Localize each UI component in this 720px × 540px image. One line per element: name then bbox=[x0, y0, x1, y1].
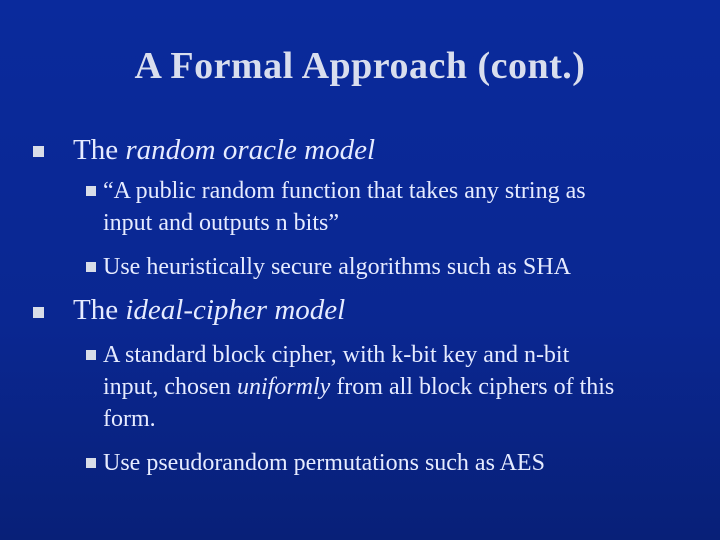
bullet-square-icon bbox=[33, 307, 44, 318]
section-2-term: ideal-cipher model bbox=[125, 294, 346, 326]
bullet-square-icon bbox=[86, 186, 96, 196]
uniformly-emphasis: uniformly bbox=[236, 374, 331, 400]
line-2-pre: input, chosen bbox=[103, 374, 237, 400]
section-2-item-1-line-3: form. bbox=[103, 406, 156, 432]
section-2-item-1-line-2 bbox=[103, 371, 614, 403]
section-2-item-1-line-1: A standard block cipher, with k-bit key and n-bit bbox=[103, 342, 570, 368]
section-1-heading bbox=[73, 134, 375, 167]
section-2-prefix: The bbox=[73, 294, 126, 326]
bullet-square-icon bbox=[86, 350, 96, 360]
line-2-post: from all block ciphers of this bbox=[330, 374, 615, 400]
section-1-item-1-line-1: “A public random function that takes any string as bbox=[103, 178, 586, 204]
section-2-item-2: Use pseudorandom permutations such as AES bbox=[103, 450, 545, 476]
section-1-prefix: The bbox=[73, 134, 126, 166]
bullet-square-icon bbox=[33, 146, 44, 157]
section-1-item-2: Use heuristically secure algorithms such as SHA bbox=[103, 254, 571, 280]
section-1-item-1-line-2: input and outputs n bits” bbox=[103, 210, 339, 236]
section-1-term: random oracle model bbox=[125, 134, 376, 166]
section-2-heading bbox=[73, 294, 345, 327]
slide-title: A Formal Approach (cont.) bbox=[134, 45, 586, 87]
bullet-square-icon bbox=[86, 262, 96, 272]
bullet-square-icon bbox=[86, 458, 96, 468]
